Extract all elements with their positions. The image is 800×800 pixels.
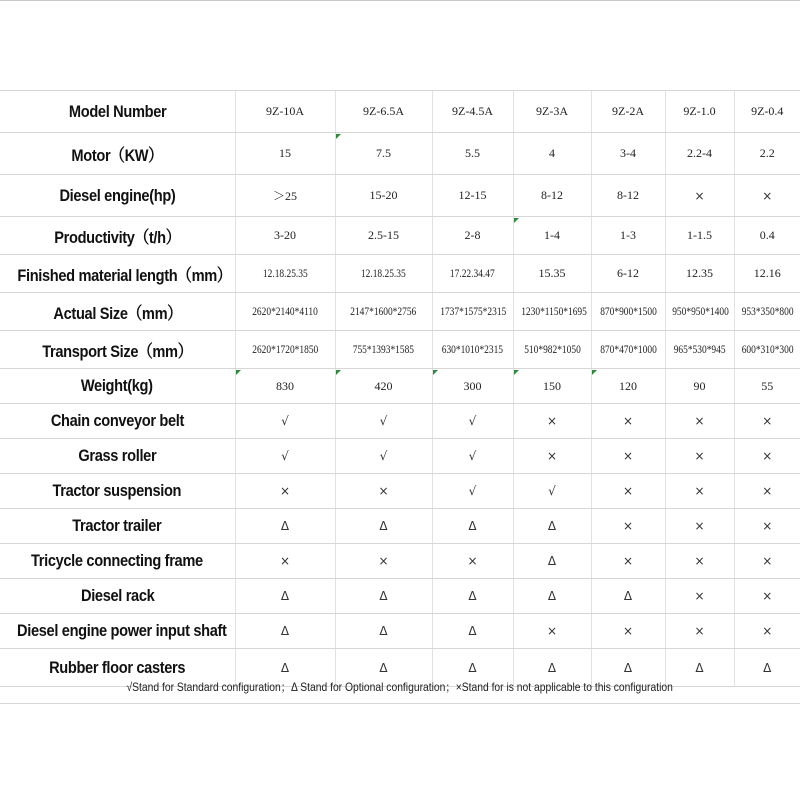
cell-value: × (622, 449, 634, 463)
table-cell (665, 439, 734, 474)
cell-value: Δ (280, 589, 290, 603)
table-cell (513, 579, 591, 614)
table-cell (235, 331, 335, 369)
table-cell (734, 293, 800, 331)
table-cell (235, 369, 335, 404)
table-cell (235, 404, 335, 439)
table-cell (665, 133, 734, 175)
cell-value: Δ (695, 660, 704, 675)
model-header-cell (432, 91, 513, 133)
model-header-cell (513, 91, 591, 133)
table-cell (432, 255, 513, 293)
row-label-text: Tricycle connecting frame (31, 551, 204, 570)
row-label-text: Motor（KW） (71, 146, 163, 165)
table-cell (591, 439, 665, 474)
cell-value: × (762, 188, 773, 203)
table-cell (734, 255, 800, 293)
cell-value: √ (468, 484, 477, 498)
cell-value: 1230*1150*1695 (520, 306, 587, 318)
cell-value: 953*350*800 (741, 306, 794, 318)
table-cell (734, 474, 800, 509)
cell-value: 1-4 (544, 228, 560, 242)
row-label (0, 614, 235, 649)
table-row (0, 369, 800, 404)
table-cell (335, 544, 432, 579)
cell-value: × (279, 554, 291, 568)
table-cell (335, 255, 432, 293)
model-number: 9Z-10A (266, 104, 304, 118)
row-label (0, 133, 235, 175)
cell-value: 12.16 (753, 266, 781, 280)
cell-value: 6-12 (617, 266, 639, 280)
cell-value: Δ (468, 660, 477, 675)
table-cell (432, 614, 513, 649)
row-label (0, 474, 235, 509)
cell-note-marker (336, 370, 341, 375)
table-cell (734, 579, 800, 614)
table-cell (235, 255, 335, 293)
cell-value: × (694, 484, 705, 498)
table-cell (665, 331, 734, 369)
row-label-text: Chain conveyor belt (50, 411, 184, 430)
cell-value: × (762, 624, 773, 638)
top-divider (0, 0, 800, 1)
table-cell (235, 133, 335, 175)
table-cell (734, 439, 800, 474)
table-cell (513, 509, 591, 544)
table-cell (335, 293, 432, 331)
cell-value: Δ (280, 660, 290, 675)
cell-value: 7.5 (376, 146, 391, 160)
table-cell (665, 255, 734, 293)
cell-value: × (546, 414, 558, 428)
row-label (0, 331, 235, 369)
header-row (0, 91, 800, 133)
table-row (0, 614, 800, 649)
cell-value: 965*530*945 (673, 344, 726, 356)
cell-value: 600*310*300 (741, 344, 794, 356)
row-label (0, 509, 235, 544)
cell-value: √ (468, 449, 477, 463)
table-cell (665, 614, 734, 649)
cell-value: 2620*2140*4110 (252, 306, 318, 318)
model-header-cell (734, 91, 800, 133)
table-cell (335, 614, 432, 649)
row-label (0, 175, 235, 217)
cell-note-marker (236, 370, 241, 375)
row-label-model-number (0, 91, 235, 133)
table-cell (665, 474, 734, 509)
table-cell (734, 509, 800, 544)
row-label-text: Diesel rack (80, 586, 154, 605)
cell-value: Δ (468, 624, 477, 638)
spec-table-body (0, 91, 800, 687)
cell-value: Δ (379, 589, 388, 603)
table-cell (591, 133, 665, 175)
row-label (0, 293, 235, 331)
table-row (0, 404, 800, 439)
legend-note (0, 672, 800, 704)
cell-value: 120 (619, 378, 637, 393)
table-cell (513, 544, 591, 579)
table-cell (235, 544, 335, 579)
cell-value: 12-15 (458, 188, 487, 202)
row-label-text: Tractor trailer (72, 516, 162, 535)
table-cell (591, 474, 665, 509)
cell-value: 12.18.25.35 (262, 268, 308, 280)
row-label (0, 217, 235, 255)
row-label-text: Transport Size（mm） (42, 342, 193, 361)
table-cell (335, 133, 432, 175)
cell-value: Δ (468, 589, 477, 603)
table-cell (734, 404, 800, 439)
table-cell (591, 544, 665, 579)
cell-value: √ (548, 484, 556, 498)
table-cell (591, 509, 665, 544)
cell-note-marker (592, 370, 597, 375)
cell-value: Δ (623, 589, 633, 603)
table-cell (513, 404, 591, 439)
cell-value: × (762, 414, 773, 428)
table-row (0, 217, 800, 255)
model-number: 9Z-2A (612, 104, 644, 118)
table-cell (591, 255, 665, 293)
table-row (0, 579, 800, 614)
table-cell (734, 133, 800, 175)
table-cell (513, 369, 591, 404)
table-cell (432, 544, 513, 579)
table-row (0, 439, 800, 474)
table-cell (432, 404, 513, 439)
cell-value: √ (281, 449, 289, 463)
cell-value: 3-4 (620, 146, 636, 160)
cell-value: 3-20 (274, 228, 296, 242)
cell-value: 0.4 (759, 228, 775, 242)
cell-value: 2.2-4 (687, 146, 712, 160)
cell-value: 2.5-15 (368, 228, 399, 242)
cell-note-marker (514, 218, 519, 223)
table-cell (734, 175, 800, 217)
cell-value: Δ (280, 519, 290, 533)
table-row (0, 133, 800, 175)
row-label (0, 255, 235, 293)
row-label-text: Weight(kg) (81, 376, 154, 395)
cell-value: × (762, 484, 773, 498)
cell-value: Δ (547, 519, 557, 533)
model-header-cell (335, 91, 432, 133)
cell-value: × (546, 624, 558, 638)
cell-value: Δ (280, 624, 290, 638)
row-label-text: Diesel engine power input shaft (17, 621, 227, 640)
spec-table (0, 90, 800, 687)
cell-value: × (694, 414, 705, 428)
model-number: 9Z-4.5A (452, 104, 493, 118)
cell-value: Δ (379, 660, 388, 675)
table-cell (335, 439, 432, 474)
table-cell (513, 614, 591, 649)
cell-value: 90 (693, 378, 706, 393)
cell-value: × (694, 589, 705, 603)
cell-value: 2620*1720*1850 (251, 344, 319, 356)
cell-value: Δ (468, 519, 477, 533)
table-cell (335, 331, 432, 369)
cell-value: √ (379, 414, 388, 428)
cell-value: × (694, 519, 705, 533)
table-cell (665, 404, 734, 439)
table-cell (591, 369, 665, 404)
table-cell (665, 293, 734, 331)
table-row (0, 544, 800, 579)
table-cell (235, 614, 335, 649)
table-cell (734, 614, 800, 649)
cell-value: × (762, 449, 773, 463)
row-label (0, 439, 235, 474)
table-cell (591, 175, 665, 217)
cell-value: 1-1.5 (687, 228, 712, 242)
cell-value: Δ (547, 660, 557, 675)
cell-value: 510*982*1050 (523, 344, 581, 356)
table-cell (432, 474, 513, 509)
row-label-text: Rubber floor casters (49, 657, 186, 677)
table-cell (432, 133, 513, 175)
table-cell (591, 331, 665, 369)
table-cell (665, 544, 734, 579)
cell-value: × (622, 414, 634, 428)
model-number: 9Z-3A (536, 104, 568, 118)
cell-value: 15-20 (369, 188, 398, 202)
cell-value: 15 (279, 146, 291, 160)
cell-value: √ (281, 414, 289, 428)
table-cell (432, 439, 513, 474)
table-cell (513, 217, 591, 255)
cell-value: 2.2 (759, 146, 775, 160)
table-cell (335, 509, 432, 544)
table-cell (335, 474, 432, 509)
row-label-text: Grass roller (78, 446, 157, 465)
cell-note-marker (514, 370, 519, 375)
cell-value: Δ (547, 554, 557, 568)
table-cell (734, 217, 800, 255)
model-header-cell (665, 91, 734, 133)
cell-value: 4 (549, 146, 555, 160)
table-cell (432, 579, 513, 614)
cell-value: Δ (379, 519, 388, 533)
cell-value: × (546, 449, 558, 463)
cell-value: Δ (763, 660, 772, 675)
table-cell (513, 293, 591, 331)
row-label (0, 369, 235, 404)
table-cell (335, 369, 432, 404)
row-label (0, 404, 235, 439)
cell-value: 950*950*1400 (671, 306, 729, 318)
cell-value: × (378, 554, 389, 568)
row-label (0, 544, 235, 579)
model-number: 9Z-1.0 (683, 104, 716, 118)
table-cell (235, 175, 335, 217)
table-cell (335, 217, 432, 255)
table-cell (591, 217, 665, 255)
table-cell (432, 175, 513, 217)
cell-value: 870*470*1000 (599, 344, 657, 356)
table-cell (513, 133, 591, 175)
table-row (0, 255, 800, 293)
cell-value: ＞25 (272, 189, 297, 203)
row-label-text: Finished material length（mm） (17, 266, 232, 285)
row-label-text: Diesel engine(hp) (59, 185, 176, 205)
table-cell (591, 404, 665, 439)
cell-value: × (622, 554, 634, 568)
cell-value: √ (468, 414, 477, 428)
table-cell (432, 217, 513, 255)
cell-value: 17.22.34.47 (450, 268, 495, 280)
table-cell (734, 544, 800, 579)
table-cell (235, 217, 335, 255)
model-number: 9Z-0.4 (751, 104, 784, 118)
cell-value: × (378, 484, 389, 498)
cell-value: Δ (379, 624, 388, 638)
cell-note-marker (336, 134, 341, 139)
cell-value: 420 (374, 378, 393, 393)
cell-value: 2147*1600*2756 (350, 306, 417, 318)
table-cell (513, 474, 591, 509)
model-number: 9Z-6.5A (363, 104, 404, 118)
table-cell (513, 255, 591, 293)
cell-value: × (279, 484, 291, 498)
cell-value: × (762, 589, 773, 603)
cell-value: Δ (547, 589, 557, 603)
cell-value: 12.18.25.35 (361, 268, 406, 280)
cell-value: Δ (623, 660, 633, 675)
cell-value: × (622, 624, 634, 638)
cell-value: × (762, 554, 773, 568)
table-cell (665, 509, 734, 544)
table-row (0, 474, 800, 509)
cell-value: × (694, 449, 705, 463)
cell-value: 1-3 (620, 228, 636, 242)
table-cell (432, 369, 513, 404)
cell-value: 55 (761, 378, 774, 393)
cell-value: 1737*1575*2315 (439, 306, 506, 318)
row-label-text: Actual Size（mm） (53, 304, 182, 323)
cell-value: 150 (543, 378, 561, 393)
cell-value: × (467, 554, 478, 568)
cell-value: 2-8 (464, 228, 481, 242)
cell-value: 8-12 (617, 188, 639, 202)
model-header-cell (591, 91, 665, 133)
table-cell (235, 439, 335, 474)
table-cell (335, 404, 432, 439)
cell-value: × (762, 519, 773, 533)
cell-value: 8-12 (541, 188, 563, 202)
row-label (0, 579, 235, 614)
table-cell (235, 474, 335, 509)
model-header-cell (235, 91, 335, 133)
table-cell (665, 175, 734, 217)
cell-value: 870*900*1500 (599, 306, 657, 318)
table-cell (335, 175, 432, 217)
cell-value: × (694, 624, 705, 638)
cell-value: 830 (276, 378, 294, 393)
table-cell (432, 331, 513, 369)
table-row (0, 331, 800, 369)
table-cell (665, 369, 734, 404)
cell-value: 12.35 (686, 266, 713, 280)
table-cell (591, 614, 665, 649)
table-row (0, 509, 800, 544)
cell-value: 5.5 (465, 146, 480, 160)
table-cell (335, 579, 432, 614)
table-cell (591, 293, 665, 331)
table-cell (513, 175, 591, 217)
table-cell (734, 331, 800, 369)
table-cell (734, 369, 800, 404)
legend-text: √Stand for Standard configuration；Δ Stand for Optional configuration；×Stand for is not applicable to this configuration (126, 680, 674, 694)
cell-value: 755*1393*1585 (352, 344, 415, 356)
table-cell (235, 509, 335, 544)
cell-value: 15.35 (538, 266, 566, 280)
cell-value: × (694, 554, 705, 568)
row-label-text: Tractor suspension (52, 481, 182, 500)
table-cell (432, 509, 513, 544)
table-cell (591, 579, 665, 614)
cell-note-marker (433, 370, 438, 375)
table-cell (235, 579, 335, 614)
cell-value: × (694, 188, 705, 203)
table-row (0, 175, 800, 217)
cell-value: 300 (463, 378, 482, 393)
table-row (0, 293, 800, 331)
table-cell (513, 439, 591, 474)
table-cell (665, 217, 734, 255)
row-label-text: Productivity（t/h） (54, 228, 181, 247)
cell-value: × (622, 484, 634, 498)
cell-value: 630*1010*2315 (441, 344, 504, 356)
cell-value: √ (379, 449, 388, 463)
table-cell (432, 293, 513, 331)
row-label-text: Model Number (68, 101, 166, 121)
table-cell (665, 579, 734, 614)
table-cell (513, 331, 591, 369)
table-cell (235, 293, 335, 331)
cell-value: × (622, 519, 634, 533)
